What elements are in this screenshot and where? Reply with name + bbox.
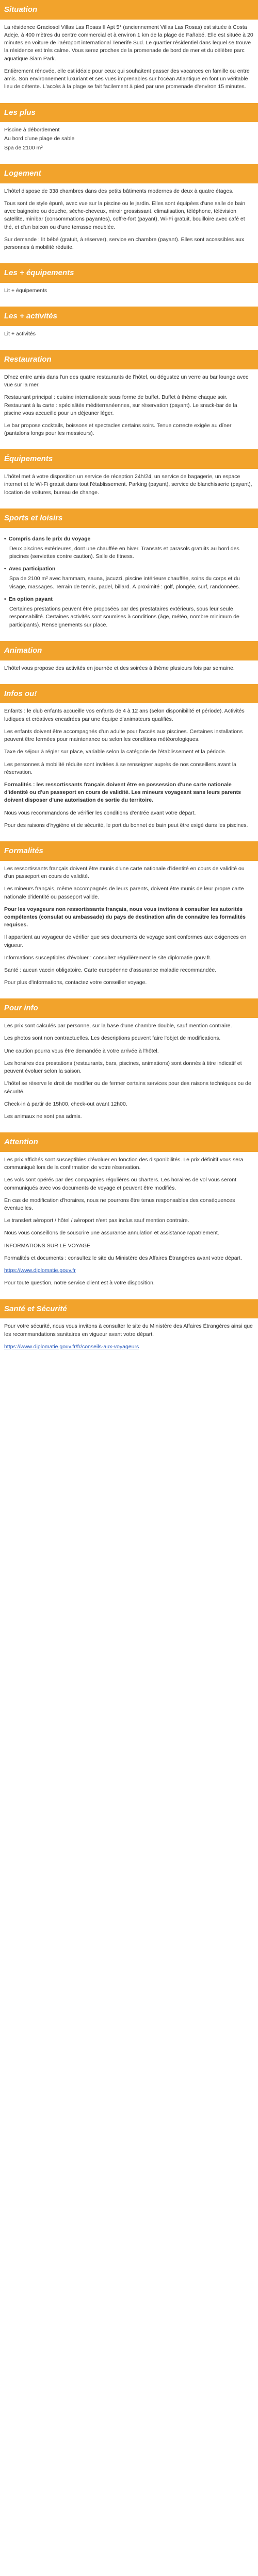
sports-text-3: Certaines prestations peuvent être proposées par des prestataires extérieurs, sous leur seule responsabilité. Certaines activités sont soumises à conditions (âge, météo, nombre minimum de participants). Renseignements sur place. xyxy=(9,606,239,628)
info-text-4: Les horaires des prestations (restaurants, bars, piscines, animations) sont donnés à titre indicatif et peuvent évoluer selon la saison. xyxy=(4,1060,242,1075)
infos-text-5: Nous vous recommandons de vérifier les conditions d'entrée avant votre départ. xyxy=(4,809,196,816)
section-sante xyxy=(0,1318,258,1363)
attention-text-7: Formalités et documents : consultez le site du Ministère des Affaires Étrangères avant votre départ. xyxy=(4,1255,242,1261)
les-plus-item: Spa de 2100 m² xyxy=(4,144,43,151)
conseils-voyageurs-link[interactable]: https://www.diplomatie.gouv.fr/fr/conseils-aux-voyageurs xyxy=(4,1343,139,1350)
info-text-1: Les prix sont calculés par personne, sur la base d'une chambre double, sauf mention contraire. xyxy=(4,1023,232,1029)
section-header-sante: Santé et Sécurité xyxy=(0,1299,258,1319)
section-logement xyxy=(0,183,258,264)
section-restauration xyxy=(0,369,258,450)
restauration-text-3: Le bar propose cocktails, boissons et spectacles certains soirs. Tenue correcte exigée au dîner (pantalons longs pour les messieurs). xyxy=(4,422,232,437)
section-header-equipements-list: Les + équipements xyxy=(0,263,258,283)
infos-text-2: Les enfants doivent être accompagnés d'un adulte pour l'accès aux piscines. Certaines installations peuvent être fermées pour maintenance ou selon les conditions météorologiques. xyxy=(4,728,243,743)
sports-subtitle-participation: • Avec participation xyxy=(4,565,254,573)
section-header-sports: Sports et loisirs xyxy=(0,509,258,528)
section-situation xyxy=(0,20,258,103)
section-header-infos: Infos ou! xyxy=(0,684,258,704)
logement-text-1: L'hôtel dispose de 338 chambres dans des petits bâtiments modernes de deux à quatre étages. xyxy=(4,188,234,194)
animation-text-1: L'hôtel vous propose des activités en journée et des soirées à thème plusieurs fois par semaine. xyxy=(4,665,235,671)
les-plus-item: Piscine à débordement xyxy=(4,127,60,133)
section-header-restauration: Restauration xyxy=(0,350,258,369)
formalites-text-1: Les ressortissants français doivent être munis d'une carte nationale d'identité en cours de validité ou d'un passeport en cours de validité. xyxy=(4,865,245,880)
formalites-text-3: Pour les voyageurs non ressortissants français, nous vous invitons à consulter les autorités compétentes (consulat ou ambassade) du pays de destination afin de connaître les formalités requises. xyxy=(4,906,246,928)
formalites-text-6: Santé : aucun vaccin obligatoire. Carte européenne d'assurance maladie recommandée. xyxy=(4,967,217,974)
section-attention xyxy=(0,1152,258,1299)
infos-text-1: Enfants : le club enfants accueille vos enfants de 4 à 12 ans (selon disponibilité et période). Activités ludiques et créatives encadrées par une équipe d'animateurs qualifiés. xyxy=(4,708,245,722)
section-animation xyxy=(0,660,258,684)
restauration-text-1: Dînez entre amis dans l'un des quatre restaurants de l'hôtel, ou dégustez un verre au bar lounge avec vue sur la mer. xyxy=(4,374,249,388)
attention-text-1: Les prix affichés sont susceptibles d'évoluer en fonction des disponibilités. Le prix définitif vous sera communiqué lors de la confirmation de votre réservation. xyxy=(4,1156,244,1171)
logement-text-2: Tous sont de style épuré, avec vue sur la piscine ou le jardin. Elles sont équipées d'une salle de bain avec baignoire ou douche, sèche-cheveux, miroir grossissant, climatisation, téléphone, télévision satellite, minibar (consommations payantes), coffre-fort (payant), Wi-Fi gratuit, bouilloire avec café et thé, et d'un balcon ou d'une terrasse meublée. xyxy=(4,200,246,230)
section-header-les-plus: Les plus xyxy=(0,103,258,123)
sports-subtitle-compris: • Compris dans le prix du voyage xyxy=(4,535,254,543)
situation-text-2: Entièrement rénovée, elle est idéale pour ceux qui souhaitent passer des vacances en famille ou entre amis. Son environnement luxuriant et ses vues imprenables sur l'océan Atlantique en font un véritable lieu de détente. L'accès à la plage se fait facilement à pied par une promenade d'environ 15 minutes. xyxy=(4,67,250,90)
attention-text-8: Pour toute question, notre service client est à votre disposition. xyxy=(4,1280,155,1286)
sports-text-2: Spa de 2100 m² avec hammam, sauna, jacuzzi, piscine intérieure chauffée, soins du corps et du visage, massages. Terrain de tennis, padel, billard. À proximité : golf, plongée, surf, randonnées. xyxy=(9,575,240,590)
section-header-situation: Situation xyxy=(0,0,258,20)
restauration-text-2: Restaurant principal : cuisine internationale sous forme de buffet. Buffet à thème chaque soir. Restaurant à la carte : spécialités méditerranéennes, sur réservation (payant). Le snack-bar de la piscine vous accueille pour un déjeuner léger. xyxy=(4,394,237,416)
section-infos xyxy=(0,703,258,841)
section-header-animation: Animation xyxy=(0,641,258,660)
formalites-text-7: Pour plus d'informations, contactez votre conseiller voyage. xyxy=(4,979,147,986)
sports-text-1: Deux piscines extérieures, dont une chauffée en hiver. Transats et parasols gratuits au bord des piscines (serviettes contre caution). Salle de fitness. xyxy=(9,545,239,560)
info-text-5: L'hôtel se réserve le droit de modifier ou de fermer certains services pour des raisons techniques ou de sécurité. xyxy=(4,1080,251,1095)
situation-text-1: La résidence Graciosol Villas Las Rosas II Apt 5* (anciennement Villas Las Rosas) est située à Costa Adeje, à 400 mètres du centre commercial et à environ 1 km de la plage de Fañabé. Elle est située à 20 minutes en voiture de l'aéroport international Tenerife Sud. Le quartier résidentiel dans lequel se trouve la résidence est très calme. Vous serez proches de la promenade de bord de mer et du célèbre parc aquatique Siam Park. xyxy=(4,24,253,62)
section-header-logement: Logement xyxy=(0,164,258,183)
section-header-formalites: Formalités xyxy=(0,841,258,861)
les-plus-list xyxy=(4,126,254,152)
section-equipements-list xyxy=(0,283,258,307)
section-equipements xyxy=(0,469,258,509)
formalites-text-2: Les mineurs français, même accompagnés de leurs parents, doivent être munis de leur propre carte nationale d'identité ou passeport valide. xyxy=(4,886,244,900)
info-text-7: Les animaux ne sont pas admis. xyxy=(4,1113,82,1120)
infos-text-3: Taxe de séjour à régler sur place, variable selon la catégorie de l'établissement et la période. xyxy=(4,749,227,755)
equipements-text-1: L'hôtel met à votre disposition un service de réception 24h/24, un service de bagagerie, un espace internet et le Wi-Fi gratuit dans tout l'établissement. Parking (payant), service de blanchisserie (payant), location de voitures, bureau de change. xyxy=(4,473,252,496)
info-text-6: Check-in à partir de 15h00, check-out avant 12h00. xyxy=(4,1100,127,1107)
info-text-2: Les photos sont non contractuelles. Les descriptions peuvent faire l'objet de modifications. xyxy=(4,1035,221,1042)
section-header-attention: Attention xyxy=(0,1132,258,1152)
formalites-text-4: Il appartient au voyageur de vérifier que ses documents de voyage sont conformes aux exigences en vigueur. xyxy=(4,934,247,948)
activites-list-item: Lit + activités xyxy=(4,330,36,337)
logement-text-3: Sur demande : lit bébé (gratuit, à réserver), service en chambre (payant). Elles sont accessibles aux personnes à mobilité réduite. xyxy=(4,236,245,250)
infos-text-6: Pour des raisons d'hygiène et de sécurité, le port du bonnet de bain peut être exigé dans les piscines. xyxy=(4,822,248,828)
attention-text-5: Nous vous conseillons de souscrire une assurance annulation et assistance rapatriement. xyxy=(4,1230,219,1236)
sante-text-1: Pour votre sécurité, nous vous invitons à consulter le site du Ministère des Affaires Étrangères ainsi que les recommandations sanitaires en vigueur avant votre départ. xyxy=(4,1323,253,1337)
diplomatie-link[interactable]: https://www.diplomatie.gouv.fr xyxy=(4,1267,76,1274)
les-plus-item: Au bord d'une plage de sable xyxy=(4,135,75,142)
section-pour-info xyxy=(0,1018,258,1132)
equipements-list-item: Lit + équipements xyxy=(4,287,47,294)
infos-highlight: Formalités : les ressortissants français doivent être en possession d'une carte nationale d'identité ou d'un passeport en cours de validité. Les mineurs voyageant sans leurs parents doivent disposer d'une autorisation de sortie du territoire. xyxy=(4,782,241,804)
section-formalites xyxy=(0,861,258,999)
section-activites-list xyxy=(0,326,258,350)
section-sports xyxy=(0,528,258,641)
attention-text-4: Le transfert aéroport / hôtel / aéroport n'est pas inclus sauf mention contraire. xyxy=(4,1217,189,1224)
section-les-plus xyxy=(0,122,258,164)
section-header-equipements: Équipements xyxy=(0,449,258,469)
attention-text-3: En cas de modification d'horaires, nous ne pourrons être tenus responsables des conséquences éventuelles. xyxy=(4,1197,235,1212)
info-text-3: Une caution pourra vous être demandée à votre arrivée à l'hôtel. xyxy=(4,1047,159,1054)
attention-text-6: INFORMATIONS SUR LE VOYAGE xyxy=(4,1242,91,1249)
section-header-activites-list: Les + activités xyxy=(0,307,258,326)
sports-subtitle-option: • En option payant xyxy=(4,596,254,603)
section-header-pour-info: Pour info xyxy=(0,998,258,1018)
formalites-text-5: Informations susceptibles d'évoluer : consultez régulièrement le site diplomatie.gouv.fr. xyxy=(4,954,212,961)
attention-text-2: Les vols sont opérés par des compagnies régulières ou charters. Les horaires de vol vous seront communiqués avec vos documents de voyage et peuvent être modifiés. xyxy=(4,1177,236,1191)
infos-text-4: Les personnes à mobilité réduite sont invitées à se renseigner auprès de nos conseillers avant la réservation. xyxy=(4,761,237,775)
